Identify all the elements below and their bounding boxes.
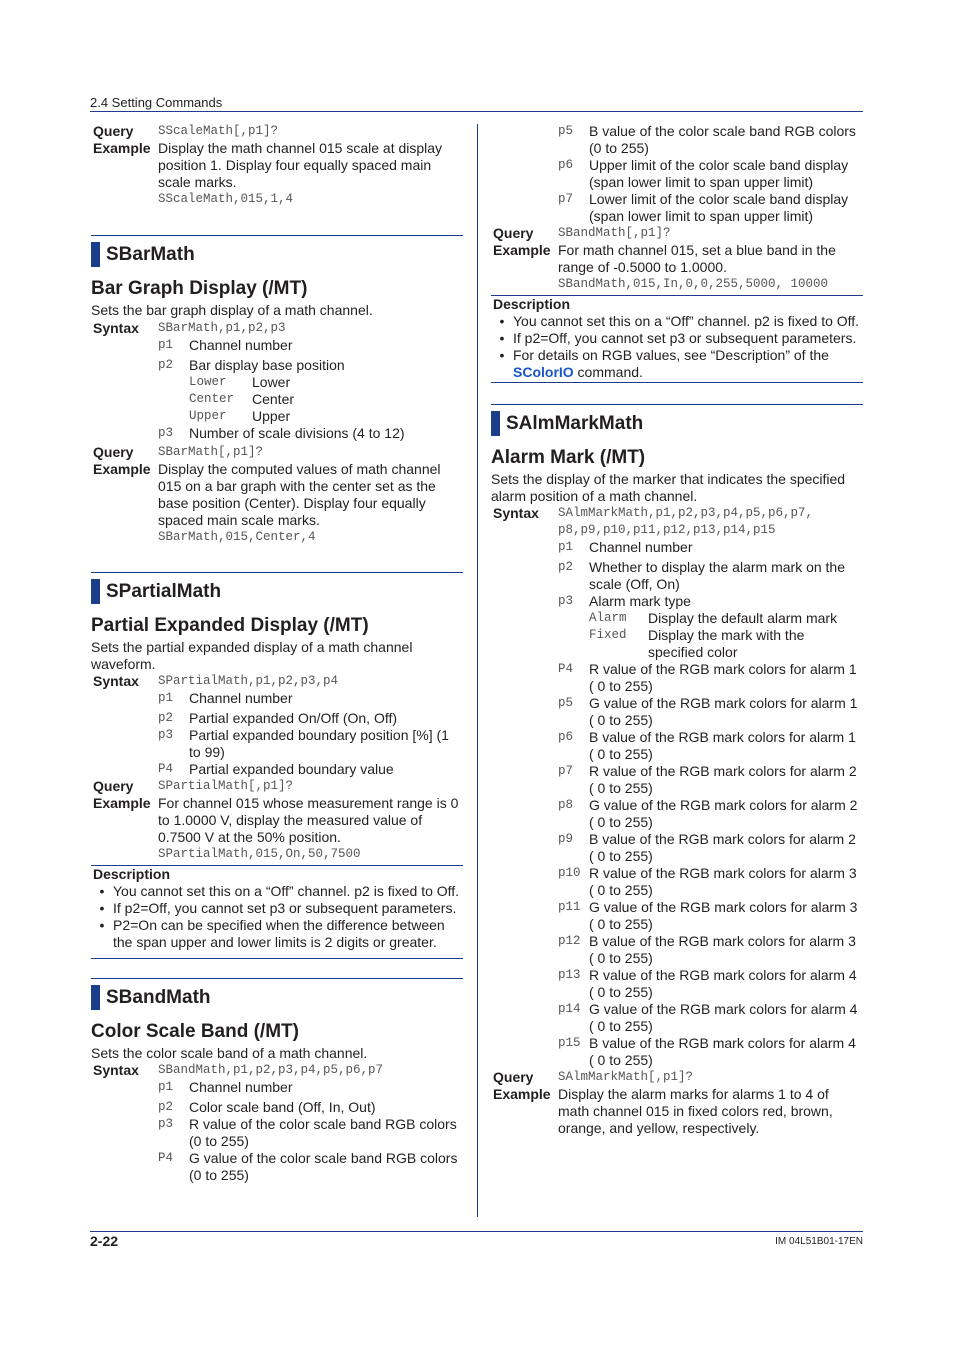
salm-example-text: Display the alarm marks for alarms 1 to 4 of math channel 015 in fixed colors red, brown, orange, and yellow, respectively. (558, 1086, 833, 1136)
param-option: Alarm Display the default alarm mark (589, 610, 838, 626)
bullet-item: • You cannot set this on a “Off” channel. p2 is fixed to Off. (99, 883, 460, 899)
sband-example-row: Example For math channel 015, set a blue band in the range of -0.5000 to 1.0000. (491, 242, 863, 276)
syntax-label: Syntax (93, 320, 139, 336)
param-key: p13 (558, 968, 581, 982)
param-row: p1 Channel number (158, 1079, 293, 1095)
page-number: 2-22 (90, 1233, 119, 1249)
param-row (558, 933, 863, 967)
param-option: Lower Lower (189, 374, 291, 390)
param-value: B value of the RGB mark colors for alarm 1 ( 0 to 255) (589, 729, 856, 762)
salm-syntax-row: Syntax SAlmMarkMath,p1,p2,p3,p4,p5,p6,p7, p8,p9,p10,p11,p12,p13,p14,p15 (491, 505, 863, 539)
param-row (558, 729, 863, 763)
param-row: p1 Channel number (558, 539, 693, 555)
spartial-syntax-code: SPartialMath,p1,p2,p3,p4 (158, 674, 339, 688)
param-row: p2 Whether to display the alarm mark on the scale (Off, On) (558, 559, 846, 592)
right-column (491, 123, 863, 1137)
query-label: Query (93, 123, 134, 139)
sbar-syntax-row (91, 320, 463, 337)
param-row: p3 Alarm mark type (558, 593, 691, 609)
param-key: p6 (558, 730, 574, 744)
spartial-example-text: For channel 015 whose measurement range is 0 to 1.0000 V, display the measured value of 0.7500 V at the 50% position. (158, 795, 459, 845)
section-rule (491, 404, 863, 405)
param-row: p2 Bar display base position (158, 357, 345, 373)
sband-example-code-row (491, 276, 863, 293)
spartial-section-title: SPartialMath (106, 580, 222, 602)
param-value: G value of the RGB mark colors for alarm 2 ( 0 to 255) (589, 797, 858, 830)
param-row: p7 Lower limit of the color scale band display (span lower limit to span upper limit) (558, 191, 849, 224)
sscale-example-row (91, 140, 463, 191)
salm-section-title: SAlmMarkMath (506, 412, 644, 434)
param-value: B value of the RGB mark colors for alarm 3 ( 0 to 255) (589, 933, 856, 966)
spartial-syntax-row: Syntax SPartialMath,p1,p2,p3,p4 (91, 673, 463, 690)
bullet-item: • If p2=Off, you cannot set p3 or subsequent parameters. (99, 900, 457, 916)
param-row: p2 Color scale band (Off, In, Out) (158, 1099, 376, 1115)
salm-title: Alarm Mark (/MT) (491, 447, 646, 468)
bullet-item: • P2=On can be specified when the difference between the span upper and lower limits is 2 digits or greater. (99, 917, 445, 950)
scolorio-link[interactable]: SColorIO (513, 364, 574, 380)
sbar-section-heading (91, 242, 463, 267)
column-divider (477, 124, 478, 1217)
sbar-query-row: Query SBarMath[,p1]? (91, 444, 463, 461)
sscale-example-code-row (91, 191, 463, 208)
param-row: p1 Channel number (158, 690, 293, 706)
param-row (558, 1001, 863, 1035)
sband-syntax-row: Syntax SBandMath,p1,p2,p3,p4,p5,p6,p7 (91, 1062, 463, 1079)
section-marker (491, 411, 500, 436)
param-row: P4 Partial expanded boundary value (158, 761, 394, 777)
sband-query-row: Query SBandMath[,p1]? (491, 225, 863, 242)
param-row (558, 967, 863, 1001)
param-row (558, 831, 863, 865)
salm-section-heading (491, 411, 863, 436)
param-key: p9 (558, 832, 574, 846)
param-row (558, 695, 863, 729)
bullet-item: • If p2=Off, you cannot set p3 or subsequent parameters. (499, 330, 857, 346)
description-rule (91, 958, 463, 959)
param-value: G value of the RGB mark colors for alarm 3 ( 0 to 255) (589, 899, 858, 932)
sscale-query-code: SScaleMath[,p1]? (158, 124, 279, 138)
param-row: p1 Channel number (158, 337, 293, 353)
section-rule (91, 978, 463, 979)
param-key: p11 (558, 900, 581, 914)
param-option: Upper Upper (189, 408, 291, 424)
salm-description: Sets the display of the marker that indicates the specified alarm position of a math channel. (491, 471, 846, 504)
param-value: R value of the RGB mark colors for alarm 1 ( 0 to 255) (589, 661, 857, 694)
header-rule (90, 111, 863, 112)
sscale-query-row (91, 123, 463, 140)
salm-query-row: Query SAlmMarkMath[,p1]? (491, 1069, 863, 1086)
description-rule (491, 382, 863, 383)
param-key: p14 (558, 1002, 581, 1016)
sband-section-title: SBandMath (106, 986, 211, 1008)
sband-description-heading: Description (493, 296, 571, 312)
sband-example-text: For math channel 015, set a blue band in the range of -0.5000 to 1.0000. (558, 242, 836, 275)
bullet-item: • You cannot set this on a “Off” channel. p2 is fixed to Off. (499, 313, 860, 329)
sband-example-code: SBandMath,015,In,0,0,255,5000, 10000 (558, 277, 829, 291)
param-value: G value of the RGB mark colors for alarm 4 ( 0 to 255) (589, 1001, 858, 1034)
section-rule (91, 572, 463, 573)
sscale-example-text: Display the math channel 015 scale at display position 1. Display four equally spaced main scale marks. (158, 140, 443, 190)
param-row (558, 797, 863, 831)
sbar-example-code-row (91, 529, 463, 546)
param-row: p3 R value of the color scale band RGB colors (0 to 255) (158, 1116, 457, 1149)
param-row (558, 1035, 863, 1069)
spartial-description: Sets the partial expanded display of a math channel waveform. (91, 639, 413, 672)
param-row: p5 B value of the color scale band RGB colors (0 to 255) (558, 123, 856, 156)
sbar-example-code: SBarMath,015,Center,4 (158, 530, 316, 544)
sband-section-heading (91, 985, 463, 1010)
param-key: p15 (558, 1036, 581, 1050)
spartial-description-heading: Description (93, 866, 171, 882)
param-row (558, 865, 863, 899)
param-value: R value of the RGB mark colors for alarm 3 ( 0 to 255) (589, 865, 857, 898)
param-row (558, 661, 863, 695)
param-value: R value of the RGB mark colors for alarm 4 ( 0 to 255) (589, 967, 857, 1000)
left-column (91, 123, 463, 1184)
sbar-example-row: Example Display the computed values of math channel 015 on a bar graph with the center set as the base position (Center). Display four equally spaced main scale marks. (91, 461, 463, 529)
sband-title: Color Scale Band (/MT) (91, 1021, 299, 1042)
param-key: p5 (558, 696, 574, 710)
param-row: p3 Partial expanded boundary position [%] (1 to 99) (158, 727, 449, 760)
alarm-rgb-params (491, 661, 863, 1069)
param-value: R value of the RGB mark colors for alarm 2 ( 0 to 255) (589, 763, 857, 796)
sbar-title: Bar Graph Display (/MT) (91, 278, 308, 299)
param-key: p7 (558, 764, 574, 778)
param-option: Center Center (189, 391, 295, 407)
spartial-title: Partial Expanded Display (/MT) (91, 615, 369, 636)
param-key: p12 (558, 934, 581, 948)
salm-syntax-code: SAlmMarkMath,p1,p2,p3,p4,p5,p6,p7, p8,p9,p10,p11,p12,p13,p14,p15 (558, 506, 814, 537)
param-row: p2 Partial expanded On/Off (On, Off) (158, 710, 398, 726)
section-marker (91, 985, 100, 1010)
param-value: G value of the RGB mark colors for alarm 1 ( 0 to 255) (589, 695, 858, 728)
salm-example-row: Example Display the alarm marks for alarms 1 to 4 of math channel 015 in fixed colors red, brown, orange, and yellow, respectively. (491, 1086, 863, 1137)
section-marker (91, 242, 100, 267)
sscale-example-code: SScaleMath,015,1,4 (158, 192, 294, 206)
sband-description: Sets the color scale band of a math channel. (91, 1045, 368, 1061)
running-header: 2.4 Setting Commands (90, 95, 223, 110)
sbar-example-text: Display the computed values of math channel 015 on a bar graph with the center set as the base position (Center). Display four equally spaced main scale marks. (158, 461, 441, 528)
param-row (558, 763, 863, 797)
section-marker (91, 579, 100, 604)
document-id: IM 04L51B01-17EN (775, 1236, 863, 1247)
example-label: Example (93, 140, 151, 156)
bullet-item: • For details on RGB values, see “Description” of the SColorIO command. (499, 347, 829, 380)
sbar-section-title: SBarMath (106, 243, 195, 265)
salm-query-code: SAlmMarkMath[,p1]? (558, 1070, 694, 1084)
spartial-example-code: SPartialMath,015,On,50,7500 (158, 847, 361, 861)
spartial-section-heading (91, 579, 463, 604)
spartial-example-code-row (91, 846, 463, 863)
sband-query-code: SBandMath[,p1]? (558, 226, 671, 240)
param-value: B value of the RGB mark colors for alarm 4 ( 0 to 255) (589, 1035, 856, 1068)
sbar-query-code: SBarMath[,p1]? (158, 445, 264, 459)
spartial-example-row: Example For channel 015 whose measurement range is 0 to 1.0000 V, display the measured value of 0.7500 V at the 50% position. (91, 795, 463, 846)
param-row (558, 899, 863, 933)
footer-rule (90, 1231, 863, 1232)
spartial-query-code: SPartialMath[,p1]? (158, 779, 294, 793)
param-key: p10 (558, 866, 581, 880)
sband-syntax-code: SBandMath,p1,p2,p3,p4,p5,p6,p7 (158, 1063, 384, 1077)
spartial-query-row: Query SPartialMath[,p1]? (91, 778, 463, 795)
param-key: p8 (558, 798, 574, 812)
param-option: Fixed Display the mark with the specified color (589, 627, 805, 660)
param-row: P4 G value of the color scale band RGB colors (0 to 255) (158, 1150, 458, 1183)
param-value: B value of the RGB mark colors for alarm 2 ( 0 to 255) (589, 831, 856, 864)
sbar-syntax-code: SBarMath,p1,p2,p3 (158, 321, 286, 335)
param-row: p3 Number of scale divisions (4 to 12) (158, 425, 405, 441)
section-rule (91, 235, 463, 236)
param-key: P4 (558, 662, 574, 676)
param-row: p6 Upper limit of the color scale band display (span lower limit to span upper limit) (558, 157, 849, 190)
sbar-description: Sets the bar graph display of a math channel. (91, 302, 373, 318)
